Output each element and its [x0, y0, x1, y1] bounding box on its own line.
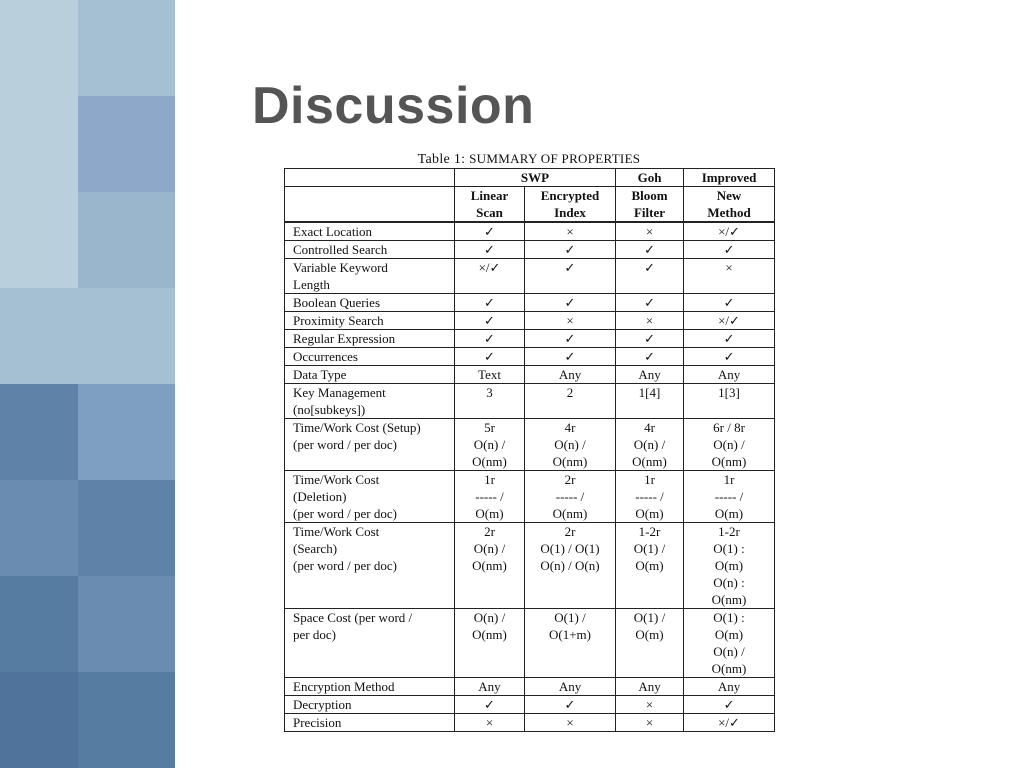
group-header-improved: Improved	[684, 169, 775, 187]
row-label	[285, 330, 455, 348]
row-label	[285, 348, 455, 366]
row-label	[285, 384, 455, 419]
table-cell	[455, 259, 525, 294]
table-cell	[616, 419, 684, 471]
table-row	[285, 609, 775, 678]
cell-line: Any	[638, 679, 661, 694]
table-cell	[684, 419, 775, 471]
cell-line: 2r	[564, 524, 576, 539]
table-cell	[525, 222, 616, 241]
table-row	[285, 678, 775, 696]
table-cell	[455, 678, 525, 696]
table-row	[285, 696, 775, 714]
sub-header-bloom-filter	[616, 187, 684, 223]
row-label-line: Variable Keyword	[293, 260, 388, 275]
table-cell	[684, 471, 775, 523]
table-cell	[684, 384, 775, 419]
row-label-line: (Search)	[293, 541, 338, 556]
row-label-line: Precision	[293, 715, 342, 730]
table-cell	[525, 471, 616, 523]
cell-line: O(nm)	[711, 592, 747, 607]
sub-header-linear-scan	[455, 187, 525, 223]
table-cell	[455, 523, 525, 609]
cell-line: ×/✓	[478, 260, 501, 275]
table-cell	[455, 241, 525, 259]
row-label-line: (per word / per doc)	[293, 506, 397, 521]
row-label	[285, 609, 455, 678]
table-row	[285, 366, 775, 384]
sub-header-line: Bloom	[631, 188, 668, 203]
row-label-line: Boolean Queries	[293, 295, 381, 310]
cell-line: ×	[566, 313, 574, 328]
row-label-line: (per word / per doc)	[293, 437, 397, 452]
row-label	[285, 294, 455, 312]
table-cell	[684, 523, 775, 609]
cell-line: Any	[638, 367, 661, 382]
cell-line: 1-2r	[638, 524, 661, 539]
table-row	[285, 330, 775, 348]
cell-line: 6r / 8r	[713, 420, 745, 435]
panel-tile	[78, 480, 175, 576]
slide-title: Discussion	[252, 77, 535, 135]
cell-line: O(1+m)	[549, 627, 591, 642]
cell-line: ✓	[564, 242, 576, 257]
table-cell	[455, 312, 525, 330]
table-cell	[525, 241, 616, 259]
cell-line: ✓	[564, 295, 576, 310]
summary-of-properties-table	[284, 168, 775, 732]
cell-line: ✓	[484, 313, 495, 328]
cell-line: ✓	[723, 349, 735, 364]
cell-line: ×/✓	[718, 715, 740, 730]
cell-line: ×	[645, 224, 654, 239]
table-cell	[684, 241, 775, 259]
cell-line: O(1) /	[633, 610, 666, 625]
table-row	[285, 312, 775, 330]
table-row	[285, 241, 775, 259]
panel-tile	[78, 192, 175, 288]
sub-header-line: New	[716, 188, 742, 203]
table-cell	[455, 714, 525, 732]
table-cell	[455, 330, 525, 348]
cell-line: ✓	[484, 242, 495, 257]
row-label-line: Controlled Search	[293, 242, 388, 257]
table-cell	[684, 714, 775, 732]
table-cell	[684, 259, 775, 294]
cell-line: O(nm)	[552, 454, 588, 469]
table-cell	[455, 384, 525, 419]
row-label	[285, 312, 455, 330]
cell-line: ✓	[644, 242, 655, 257]
cell-line: O(n) /	[473, 610, 506, 625]
cell-line: 2r	[564, 472, 576, 487]
table-cell	[684, 330, 775, 348]
sub-header-line: Index	[554, 205, 586, 220]
cell-line: O(nm)	[711, 454, 747, 469]
row-label-line: (per word / per doc)	[293, 558, 397, 573]
cell-line: ----- /	[714, 489, 744, 504]
cell-line: ✓	[644, 349, 655, 364]
table-cell	[616, 259, 684, 294]
table-cell	[616, 609, 684, 678]
cell-line: 3	[486, 385, 493, 400]
table-cell	[616, 330, 684, 348]
panel-tile	[0, 96, 78, 288]
cell-line: ----- /	[475, 489, 504, 504]
cell-line: O(m)	[475, 506, 504, 521]
table-cell	[616, 294, 684, 312]
table-cell	[616, 471, 684, 523]
table-cell	[455, 348, 525, 366]
table-row	[285, 259, 775, 294]
cell-line: ×	[485, 715, 494, 730]
cell-line: O(n) /	[713, 644, 745, 659]
row-label-line: (Deletion)	[293, 489, 347, 504]
cell-line: ×	[645, 697, 654, 712]
table-cell	[525, 312, 616, 330]
row-label	[285, 714, 455, 732]
row-label-line: Data Type	[293, 367, 347, 382]
panel-tile	[78, 0, 175, 96]
panel-tile	[0, 384, 78, 480]
cell-line: ✓	[484, 224, 495, 239]
table-cell	[684, 222, 775, 241]
sub-header-new-method	[684, 187, 775, 223]
cell-line: ✓	[484, 331, 495, 346]
cell-line: 2r	[484, 524, 495, 539]
table-cell	[525, 419, 616, 471]
table-caption-prefix: Table 1:	[417, 152, 470, 167]
cell-line: O(1) /	[554, 610, 586, 625]
cell-line: 4r	[644, 420, 655, 435]
row-label	[285, 241, 455, 259]
row-label-line: Decryption	[293, 697, 352, 712]
cell-line: O(n) /	[473, 437, 506, 452]
table-caption-title: SUMMARY OF PROPERTIES	[469, 151, 641, 166]
cell-line: O(nm)	[472, 454, 507, 469]
row-label-line: per doc)	[293, 627, 336, 642]
table-cell	[455, 419, 525, 471]
row-label	[285, 523, 455, 609]
table-cell	[616, 312, 684, 330]
cell-line: ✓	[644, 295, 655, 310]
panel-tile	[0, 672, 78, 768]
cell-line: ×/✓	[718, 313, 740, 328]
table-cell	[525, 523, 616, 609]
table-cell	[525, 696, 616, 714]
row-label-line: Time/Work Cost	[293, 472, 380, 487]
cell-line: ✓	[564, 349, 576, 364]
cell-line: O(m)	[714, 506, 744, 521]
panel-tile	[0, 576, 78, 672]
cell-line: O(n) /	[554, 437, 586, 452]
cell-line: 1r	[484, 472, 495, 487]
table-cell	[455, 366, 525, 384]
cell-line: ✓	[564, 331, 576, 346]
sub-header-row	[285, 187, 775, 223]
row-label	[285, 222, 455, 241]
table-cell	[616, 348, 684, 366]
cell-line: ✓	[644, 331, 655, 346]
cell-line: ✓	[723, 331, 735, 346]
table-cell	[525, 366, 616, 384]
cell-line: O(n) /	[633, 437, 666, 452]
row-label-line: (no[subkeys])	[293, 402, 366, 417]
header-corner-2	[285, 187, 455, 223]
cell-line: Any	[717, 367, 741, 382]
cell-line: Any	[717, 679, 741, 694]
cell-line: 4r	[564, 420, 576, 435]
table-cell	[455, 222, 525, 241]
table-cell	[616, 241, 684, 259]
cell-line: 1-2r	[718, 524, 740, 539]
table-cell	[616, 696, 684, 714]
group-header-swp: SWP	[455, 169, 616, 187]
cell-line: ✓	[484, 349, 495, 364]
sub-header-line: Filter	[633, 205, 666, 220]
panel-tile	[0, 0, 78, 96]
table-body	[285, 222, 775, 732]
table-row	[285, 471, 775, 523]
table-cell	[684, 609, 775, 678]
table-row	[285, 384, 775, 419]
panel-tile	[0, 288, 175, 384]
panel-tile	[78, 576, 175, 672]
table-cell	[616, 384, 684, 419]
row-label-line: Key Management	[293, 385, 386, 400]
table-cell	[525, 384, 616, 419]
group-header-row	[285, 169, 775, 187]
table-row	[285, 714, 775, 732]
table-cell	[525, 678, 616, 696]
table-cell	[525, 259, 616, 294]
row-label-line: Length	[293, 277, 330, 292]
cell-line: ×	[566, 715, 574, 730]
row-label	[285, 366, 455, 384]
cell-line: 5r	[484, 420, 495, 435]
cell-line: 1[3]	[718, 385, 740, 400]
sub-header-encrypted-index	[525, 187, 616, 223]
panel-tile	[78, 384, 175, 480]
header-corner	[285, 169, 455, 187]
table-row	[285, 222, 775, 241]
row-label-line: Time/Work Cost	[293, 524, 380, 539]
table-cell	[616, 222, 684, 241]
table-cell	[525, 609, 616, 678]
row-label	[285, 419, 455, 471]
row-label	[285, 471, 455, 523]
sub-header-line: Method	[707, 205, 751, 220]
cell-line: ×	[566, 224, 574, 239]
cell-line: O(nm)	[711, 661, 747, 676]
sub-header-line: Linear	[470, 188, 509, 203]
table-cell	[684, 366, 775, 384]
row-label	[285, 696, 455, 714]
cell-line: O(1) /	[633, 541, 666, 556]
table-cell	[455, 609, 525, 678]
cell-line: Any	[558, 679, 582, 694]
cell-line: ✓	[484, 697, 495, 712]
cell-line: O(m)	[714, 627, 744, 642]
cell-line: ✓	[564, 697, 576, 712]
table-cell	[684, 294, 775, 312]
cell-line: ✓	[644, 260, 655, 275]
sub-header-line: Scan	[476, 205, 503, 220]
table-cell	[455, 294, 525, 312]
row-label-line: Regular Expression	[293, 331, 396, 346]
table-row	[285, 294, 775, 312]
row-label-line: Proximity Search	[293, 313, 384, 328]
table-cell	[525, 330, 616, 348]
cell-line: Any	[558, 367, 582, 382]
cell-line: O(n) /	[713, 437, 745, 452]
row-label-line: Space Cost (per word /	[293, 610, 413, 625]
cell-line: 1r	[644, 472, 655, 487]
cell-line: Any	[478, 679, 501, 694]
cell-line: ✓	[564, 260, 576, 275]
cell-line: ×	[645, 313, 654, 328]
group-header-goh: Goh	[616, 169, 684, 187]
row-label-line: Occurrences	[293, 349, 358, 364]
cell-line: ✓	[723, 697, 735, 712]
table-cell	[616, 523, 684, 609]
table-cell	[684, 696, 775, 714]
table-row	[285, 523, 775, 609]
cell-line: ×	[645, 715, 654, 730]
row-label	[285, 259, 455, 294]
table-cell	[525, 348, 616, 366]
cell-line: ✓	[484, 295, 495, 310]
cell-line: O(nm)	[472, 627, 507, 642]
row-label-line: Exact Location	[293, 224, 373, 239]
cell-line: O(nm)	[632, 454, 667, 469]
table-cell	[684, 348, 775, 366]
cell-line: 1[4]	[638, 385, 661, 400]
panel-tile	[78, 96, 175, 192]
table-row	[285, 419, 775, 471]
cell-line: Text	[478, 367, 501, 382]
cell-line: ----- /	[555, 489, 585, 504]
table-row	[285, 348, 775, 366]
decorative-side-panel	[0, 0, 175, 768]
row-label	[285, 678, 455, 696]
row-label-line: Time/Work Cost (Setup)	[293, 420, 421, 435]
table-cell	[525, 714, 616, 732]
cell-line: O(1) / O(1)	[540, 541, 600, 556]
table-cell	[616, 678, 684, 696]
table-cell	[684, 678, 775, 696]
cell-line: ×	[725, 260, 733, 275]
cell-line: O(n) / O(n)	[540, 558, 600, 573]
table-cell	[684, 312, 775, 330]
cell-line: ✓	[723, 242, 735, 257]
table-cell	[616, 714, 684, 732]
cell-line: ----- /	[635, 489, 664, 504]
cell-line: ×/✓	[718, 224, 740, 239]
cell-line: O(m)	[714, 558, 744, 573]
cell-line: O(nm)	[472, 558, 507, 573]
cell-line: O(1) :	[713, 541, 745, 556]
panel-tile	[0, 480, 78, 576]
cell-line: O(n) :	[713, 575, 745, 590]
table-cell	[525, 294, 616, 312]
sub-header-line: Encrypted	[540, 188, 600, 203]
cell-line: O(m)	[635, 627, 664, 642]
cell-line: O(1) :	[713, 610, 745, 625]
cell-line: O(m)	[635, 506, 664, 521]
row-label-line: Encryption Method	[293, 679, 395, 694]
table-cell	[455, 471, 525, 523]
panel-tile	[78, 672, 175, 768]
cell-line: 1r	[723, 472, 735, 487]
table-cell	[455, 696, 525, 714]
cell-line: ✓	[723, 295, 735, 310]
cell-line: O(m)	[635, 558, 664, 573]
table-cell	[616, 366, 684, 384]
cell-line: O(n) /	[473, 541, 506, 556]
cell-line: 2	[566, 385, 574, 400]
table-caption	[284, 151, 774, 168]
cell-line: O(nm)	[552, 506, 588, 521]
